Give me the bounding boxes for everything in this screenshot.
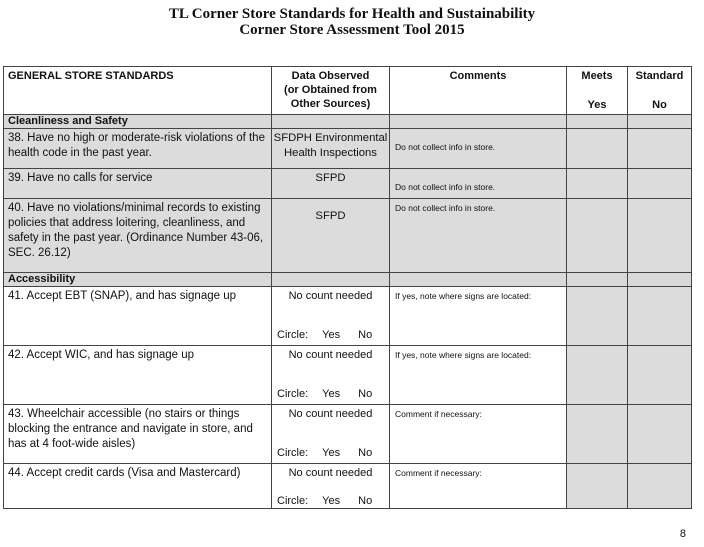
- no-count-label: No count needed: [288, 408, 373, 420]
- table-row: [4, 464, 692, 509]
- header-data-line3: Other Sources): [290, 98, 371, 110]
- circle-choice: [277, 447, 372, 459]
- standard-no-cell-42[interactable]: [628, 346, 692, 405]
- circle-yes-option[interactable]: Yes: [322, 447, 341, 459]
- meets-yes-cell-38[interactable]: [567, 129, 628, 169]
- data-observed-40: SFPD: [272, 199, 390, 273]
- table-row: [4, 287, 692, 346]
- no-count-label: No count needed: [288, 349, 373, 361]
- comment-39: Do not collect info in store.: [390, 169, 567, 199]
- meets-yes-cell-43[interactable]: [567, 405, 628, 464]
- header-no-label: No: [652, 99, 667, 111]
- item-41: 41. Accept EBT (SNAP), and has signage up: [4, 287, 272, 346]
- document-subtitle: Corner Store Assessment Tool 2015: [239, 22, 465, 38]
- no-count-label: No count needed: [288, 290, 373, 302]
- circle-label: Circle:: [277, 447, 309, 459]
- meets-yes-cell-39[interactable]: [567, 169, 628, 199]
- circle-choice: [277, 329, 372, 341]
- standard-no-cell-43[interactable]: [628, 405, 692, 464]
- circle-yes-option[interactable]: Yes: [322, 388, 341, 400]
- header-yes-label: Yes: [587, 99, 607, 111]
- table-row: [4, 405, 692, 464]
- comment-40: Do not collect info in store.: [390, 199, 567, 273]
- item-43: 43. Wheelchair accessible (no stairs or things blocking the entrance and navigate in store, and has at 4 foot-wide aisles): [4, 405, 272, 464]
- data-observed-43: [272, 405, 390, 464]
- section-row-accessibility: [4, 273, 692, 287]
- item-40: 40. Have no violations/minimal records to existing policies that address loitering, cleanliness, and safety in the past year. (Ordinance Number 43-06, SEC. 26.12): [4, 199, 272, 273]
- standard-no-cell-38[interactable]: [628, 129, 692, 169]
- header-data-observed: [272, 67, 390, 115]
- circle-choice: [277, 388, 372, 400]
- standard-no-cell-44[interactable]: [628, 464, 692, 509]
- data-observed-38: SFDPH Environmental Health Inspections: [272, 129, 390, 169]
- header-standard-label: Standard: [635, 70, 684, 82]
- no-count-label: No count needed: [288, 467, 373, 479]
- table-row: [4, 129, 692, 169]
- standard-no-cell-40[interactable]: [628, 199, 692, 273]
- table-row: [4, 199, 692, 273]
- data-observed-39: SFPD: [272, 169, 390, 199]
- item-42: 42. Accept WIC, and has signage up: [4, 346, 272, 405]
- table-row: [4, 169, 692, 199]
- circle-yes-option[interactable]: Yes: [322, 329, 341, 341]
- data-observed-42: [272, 346, 390, 405]
- circle-no-option[interactable]: No: [358, 447, 373, 459]
- comment-41[interactable]: If yes, note where signs are located:: [390, 287, 567, 346]
- meets-yes-cell-41[interactable]: [567, 287, 628, 346]
- circle-label: Circle:: [277, 495, 309, 507]
- section-title-cleanliness: Cleanliness and Safety: [4, 115, 272, 129]
- header-meets: [567, 67, 628, 115]
- circle-label: Circle:: [277, 388, 309, 400]
- meets-yes-cell-42[interactable]: [567, 346, 628, 405]
- table-row: [4, 346, 692, 405]
- circle-label: Circle:: [277, 329, 309, 341]
- comment-42[interactable]: If yes, note where signs are located:: [390, 346, 567, 405]
- header-data-line2: (or Obtained from: [284, 84, 377, 96]
- comment-44[interactable]: Comment if necessary:: [390, 464, 567, 509]
- item-38: 38. Have no high or moderate-risk violations of the health code in the past year.: [4, 129, 272, 169]
- data-observed-44: [272, 464, 390, 509]
- circle-no-option[interactable]: No: [358, 329, 373, 341]
- circle-choice: [277, 495, 372, 507]
- item-39: 39. Have no calls for service: [4, 169, 272, 199]
- standard-no-cell-39[interactable]: [628, 169, 692, 199]
- circle-no-option[interactable]: No: [358, 495, 373, 507]
- header-standard: [628, 67, 692, 115]
- header-standards: GENERAL STORE STANDARDS: [4, 67, 272, 115]
- header-data-line1: Data Observed: [291, 70, 370, 82]
- circle-no-option[interactable]: No: [358, 388, 373, 400]
- data-observed-41: [272, 287, 390, 346]
- section-row-cleanliness: [4, 115, 692, 129]
- page-number: 8: [679, 528, 686, 540]
- assessment-table: [3, 66, 692, 509]
- section-title-accessibility: Accessibility: [4, 273, 272, 287]
- item-44: 44. Accept credit cards (Visa and Mastercard): [4, 464, 272, 509]
- meets-yes-cell-40[interactable]: [567, 199, 628, 273]
- comment-38: Do not collect info in store.: [390, 129, 567, 169]
- table-header-row: [4, 67, 692, 115]
- header-meets-label: Meets: [581, 70, 613, 82]
- document-title: TL Corner Store Standards for Health and Sustainability: [168, 6, 536, 22]
- meets-yes-cell-44[interactable]: [567, 464, 628, 509]
- comment-43[interactable]: Comment if necessary:: [390, 405, 567, 464]
- standard-no-cell-41[interactable]: [628, 287, 692, 346]
- circle-yes-option[interactable]: Yes: [322, 495, 341, 507]
- header-comments: Comments: [390, 67, 567, 115]
